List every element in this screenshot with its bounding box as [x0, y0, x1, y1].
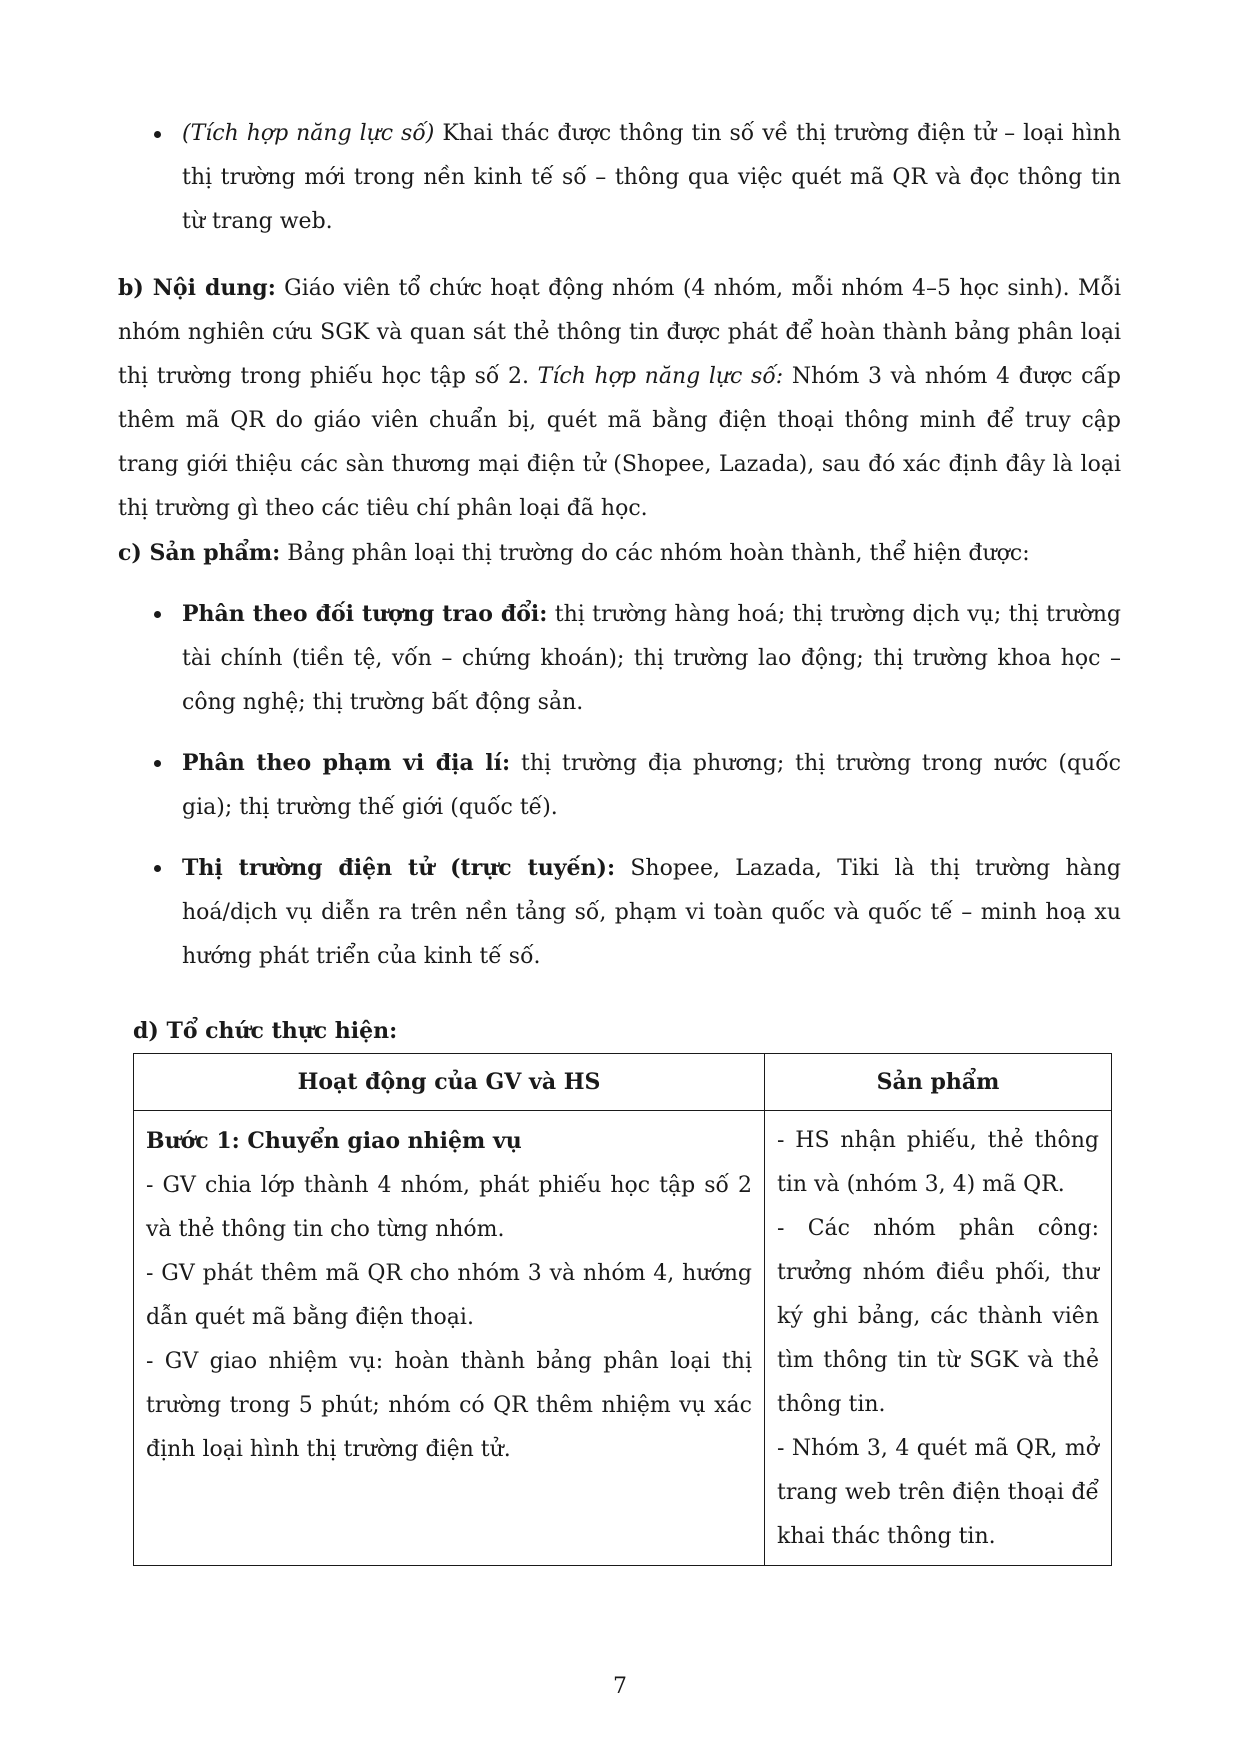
- table-cell: [765, 1111, 1112, 1566]
- bullet-icon: [154, 760, 161, 767]
- cell-line: - Các nhóm phân công: trưởng nhóm điều phối, thư ký ghi bảng, các thành viên tìm thông tin từ SGK và thẻ thông tin.: [777, 1216, 1099, 1417]
- cell-line: - Nhóm 3, 4 quét mã QR, mở trang web trên điện thoại để khai thác thông tin.: [777, 1436, 1099, 1549]
- cell-line: - GV giao nhiệm vụ: hoàn thành bảng phân loại thị trường trong 5 phút; nhóm có QR thêm nhiệm vụ xác định loại hình thị trường điện tử.: [146, 1349, 752, 1462]
- table-header: Sản phẩm: [765, 1054, 1112, 1111]
- objective-list: [118, 112, 1121, 244]
- cell-line: - GV phát thêm mã QR cho nhóm 3 và nhóm 4, hướng dẫn quét mã bằng điện thoại.: [146, 1261, 752, 1330]
- product-list: [118, 592, 1121, 979]
- cell-line: - HS nhận phiếu, thẻ thông tin và (nhóm 3, 4) mã QR.: [777, 1128, 1099, 1197]
- list-item: Phân theo phạm vi địa lí: thị trường địa phương; thị trường trong nước (quốc gia); thị trường thế giới (quốc tế).: [118, 741, 1121, 830]
- table-header: Hoạt động của GV và HS: [134, 1054, 765, 1111]
- table-header-row: [134, 1054, 1112, 1111]
- step-title: Bước 1: Chuyển giao nhiệm vụ: [146, 1128, 522, 1154]
- section-b-label: b) Nội dung:: [118, 275, 276, 301]
- activity-table: [133, 1053, 1112, 1566]
- section-b-paragraph: b) Nội dung: Giáo viên tổ chức hoạt động nhóm (4 nhóm, mỗi nhóm 4–5 học sinh). Mỗi nhóm nghiên cứu SGK và quan sát thẻ thông tin được phát để hoàn thành bảng phân loại thị trường trong phiếu học tập số 2. Tích hợp năng lực số: Nhóm 3 và nhóm 4 được cấp thêm mã QR do giáo viên chuẩn bị, quét mã bằng điện thoại thông minh để truy cập trang giới thiệu các sàn thương mại điện tử (Shopee, Lazada), sau đó xác định đây là loại thị trường gì theo các tiêu chí phân loại đã học.: [118, 275, 1121, 521]
- list-item: Phân theo đối tượng trao đổi: thị trường hàng hoá; thị trường dịch vụ; thị trường tài chính (tiền tệ, vốn – chứng khoán); thị trường lao động; thị trường khoa học – công nghệ; thị trường bất động sản.: [118, 592, 1121, 725]
- document-body: [118, 112, 1121, 1566]
- table-row: [134, 1111, 1112, 1566]
- list-item: Thị trường điện tử (trực tuyến): Shopee, Lazada, Tiki là thị trường hàng hoá/dịch vụ diễn ra trên nền tảng số, phạm vi toàn quốc và quốc tế – minh hoạ xu hướng phát triển của kinh tế số.: [118, 846, 1121, 979]
- section-d-heading: d) Tổ chức thực hiện:: [133, 1018, 398, 1044]
- table-cell: [134, 1111, 765, 1566]
- list-item: (Tích hợp năng lực số) Khai thác được thông tin số về thị trường điện tử – loại hình thị trường mới trong nền kinh tế số – thông qua việc quét mã QR và đọc thông tin từ trang web.: [118, 112, 1121, 244]
- section-c-label: c) Sản phẩm:: [118, 540, 281, 566]
- cell-line: - GV chia lớp thành 4 nhóm, phát phiếu học tập số 2 và thẻ thông tin cho từng nhóm.: [146, 1173, 752, 1242]
- page-number: 7: [613, 1674, 627, 1699]
- section-c-paragraph: c) Sản phẩm: Bảng phân loại thị trường do các nhóm hoàn thành, thể hiện được:: [118, 540, 1030, 566]
- bullet-icon: [154, 131, 161, 138]
- bullet-icon: [154, 611, 161, 618]
- bullet-icon: [154, 865, 161, 872]
